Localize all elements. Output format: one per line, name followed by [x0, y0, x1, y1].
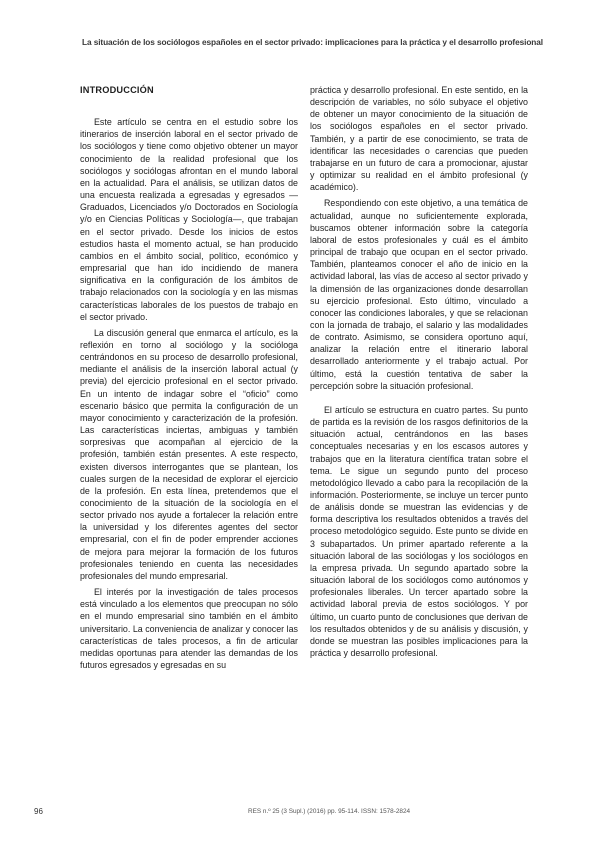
running-header: La situación de los sociólogos españoles en el sector privado: implicaciones para la práctica y el desarrollo profesional	[82, 37, 543, 47]
right-column	[310, 84, 528, 663]
section-heading: INTRODUCCIÓN	[80, 85, 154, 95]
paragraph: El interés por la investigación de tales procesos está vinculado a los elementos que preocupan no sólo en el mundo empresarial sino también en el ámbito universitario. La conveniencia de analizar y conocer las características de tales procesos, a fin de articular medidas oportunas para atender las demandas de los futuros egresados y egresadas en su	[80, 587, 298, 671]
paragraph: El artículo se estructura en cuatro partes. Su punto de partida es la revisión de los rasgos definitorios de la situación actual, centrándonos en las bases conceptuales necesarias y en los escasos autores y trabajos que en la literatura científica tratan sobre el tema. Le sigue un segundo punto del proceso metodológico llevado a cabo para la recopilación de la información. Posteriormente, se incluye un tercer punto de análisis donde se muestran las evidencias y de forma descriptiva los resultados obtenidos a través del proceso metodológico seguido. Este punto se divide en 3 subapartados. Un primer apartado referente a la situación laboral de las sociólogas y los sociólogos en la empresa privada. Un segundo apartado sobre la situación laboral de los sociólogos como autónomos y profesionales liberales. Un tercer apartado sobre la actividad laboral previa de estos sociólogos. Y por último, un cuarto punto de conclusiones que derivan de los resultados obtenidos y de su análisis y discusión, y donde se muestran las posibles implicaciones para la práctica y desarrollo profesional.	[310, 404, 528, 659]
paragraph: Respondiendo con este objetivo, a una temática de actualidad, aunque no suficientemente explorada, buscamos obtener información sobre la categoría laboral de estos profesionales y cuál es el ámbito principal de trabajo que ocupan en el sector privado. También, planteamos conocer el año de inicio en la actividad laboral, las vías de acceso al sector privado y la dimensión de las organizaciones donde desarrollan su ejercicio profesional. Esto último, vinculado a conocer las condiciones laborales, y que se relacionan con la jornada de trabajo, el salario y las modalidades de contrato. Asimismo, se considera oportuno aquí, analizar la relación entre el itinerario laboral desarrollado anteriormente y el trabajo actual. Por último, está la cuestión tentativa de saber la percepción sobre la situación profesional.	[310, 198, 528, 391]
journal-citation: RES n.º 25 (3 Supl.) (2016) pp. 95-114. ISSN: 1578-2824	[248, 808, 411, 815]
left-column	[80, 84, 298, 675]
paragraph: Este artículo se centra en el estudio sobre los itinerarios de inserción laboral en el sector privado de los sociólogos y tiene como objetivo obtener un mayor conocimiento de la realidad profesional que los sociólogos y sociólogas afrontan en el mundo laboral en la actualidad. Para el análisis, se utilizan datos de una encuesta realizada a egresadas y egresados —Graduados, Licenciados y/o Doctorados en Sociología y/o en Ciencias Políticas y Sociología—, que trabajan en el sector privado. Desde los inicios de estos estudios hasta el momento actual, se han producido cambios en el ámbito social, político, económico y empresarial que han ido incidiendo de manera significativa en la configuración de los ámbitos de trabajo relacionados con la sociología y en las mismas características laborales de los puestos de trabajo en el sector privado.	[80, 117, 298, 322]
paragraph: La discusión general que enmarca el artículo, es la reflexión en torno al sociólogo y la socióloga centrándonos en su proceso de desarrollo profesional, mediante el análisis de la inserción laboral actual (y previa) del ejercicio profesional en el sector privado. En un intento de indagar sobre el “oficio” como escenario básico que permita la configuración de un mayor conocimiento y caracterización de la profesión. Las características inciertas, ambiguas y también sorpresivas que acompañan al ejercicio de la profesión, también están presentes. A este respecto, existen diversos interrogantes que se plantean, los cuales surgen de la necesidad de explorar el ejercicio de la profesión. En esta línea, pretendemos que el conocimiento de la situación de la sociología en el sector privado nos ayude a fortalecer la relación entre la universidad y los diferentes agentes del sector empresarial, con el fin de poder emprender acciones de mejora para mejorar la formación de los futuros profesionales teniendo en cuenta las necesidades profesionales del mundo empresarial.	[80, 327, 298, 581]
page-number: 96	[34, 807, 43, 816]
paragraph: práctica y desarrollo profesional. En este sentido, en la descripción de variables, no sólo subyace el objetivo de obtener un mayor conocimiento de la situación de los sociólogos españoles en el sector privado. También, y a partir de ese conocimiento, se trata de identificar las necesidades o carencias que pueden trabajarse en un futuro de cara a promocionar, ajustar y optimizar su realidad en el ámbito profesional (y académico).	[310, 85, 528, 193]
